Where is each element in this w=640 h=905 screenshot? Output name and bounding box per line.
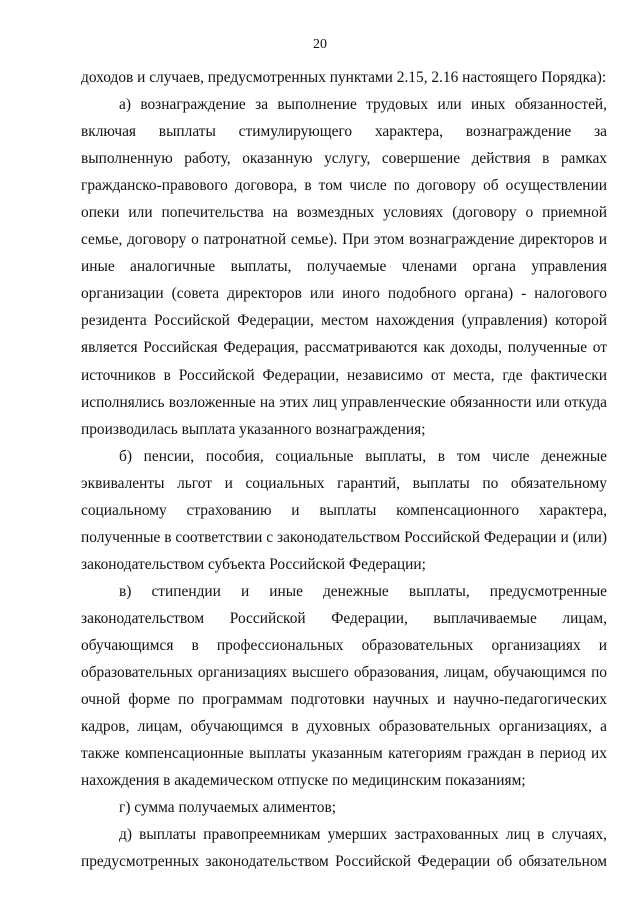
paragraph-continuation: доходов и случаев, предусмотренных пунктами 2.15, 2.16 настоящего Порядка): (81, 69, 607, 86)
document-body (81, 64, 607, 875)
paragraph-item-d: д) выплаты правопреемникам умерших застрахованных лиц в случаях, предусмотренных законодательством Российской Федерации об обязательном (81, 826, 607, 871)
paragraph-item-a: а) вознаграждение за выполнение трудовых или иных обязанностей, включая выплаты стимулирующего характера, вознаграждение за выполненную работу, оказанную услугу, совершение действия в рамках гражданско-правового договора, в том числе по договору об осуществлении опеки или попечительства на возмездных условиях (договору о приемной семье, договору о патронатной семье). При этом вознаграждение директоров и иные аналогичные выплаты, получаемые членами органа управления организации (совета директоров или иного подобного органа) - налогового резидента Российской Федерации, местом нахождения (управления) которой является Российская Федерация, рассматриваются как доходы, полученные от источников в Российской Федерации, независимо от места, где фактически исполнялись возложенные на этих лиц управленческие обязанности или откуда производилась выплата указанного вознаграждения; (81, 96, 607, 438)
page-number: 20 (313, 37, 327, 52)
paragraph-item-g: г) сумма получаемых алиментов; (119, 799, 337, 817)
paragraph-item-v: в) стипендии и иные денежные выплаты, предусмотренные законодательством Российской Федерации, выплачиваемые лицам, обучающимся в профессиональных образовательных организациях и образовательных организациях высшего образования, лицам, обучающимся по очной форме по программам подготовки научных и научно-педагогических кадров, лицам, обучающимся в духовных образовательных организациях, а также компенсационные выплаты указанным категориям граждан в период их нахождения в академическом отпуске по медицинским показаниям; (81, 582, 607, 790)
paragraph-item-b: б) пенсии, пособия, социальные выплаты, в том числе денежные эквиваленты льгот и социальных гарантий, выплаты по обязательному социальному страхованию и выплаты компенсационного характера, полученные в соответствии с законодательством Российской Федерации и (или) законодательством субъекта Российской Федерации; (81, 447, 607, 573)
